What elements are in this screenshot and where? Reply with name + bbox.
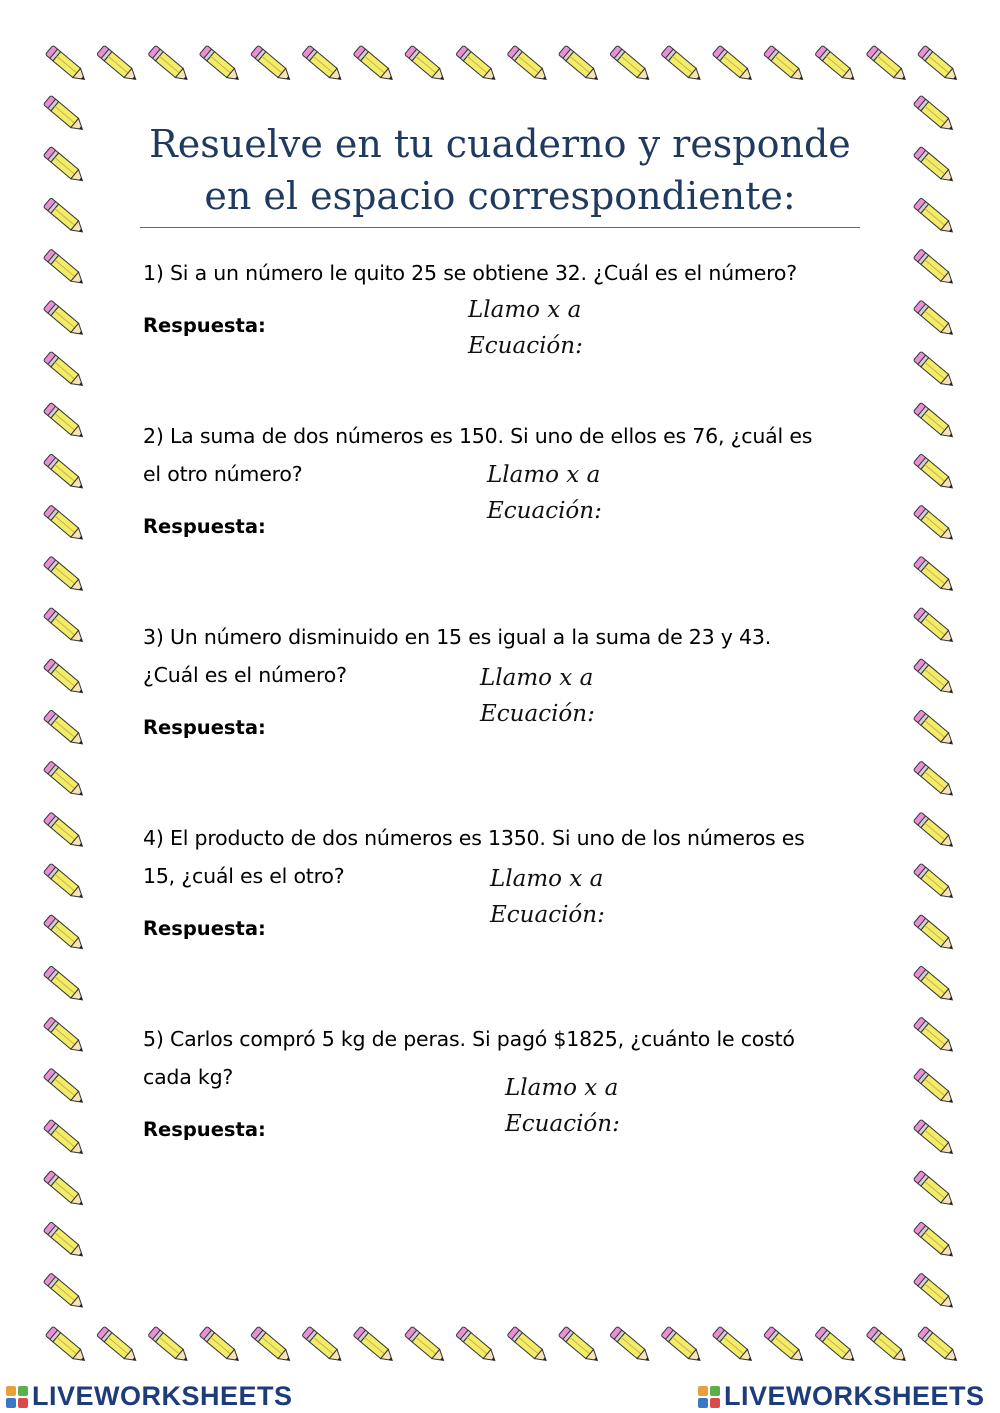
question-1-line-1: 1) Si a un número le quito 25 se obtiene 32. ¿Cuál es el número? [143, 261, 797, 285]
question-2-handwritten-note [487, 457, 602, 529]
question-5-note-line-2: Ecuación: [505, 1111, 620, 1137]
question-2-answer-input[interactable] [275, 513, 449, 545]
question-3-note-line-2: Ecuación: [480, 701, 595, 727]
pencil-icon [913, 1273, 956, 1312]
question-4-note-line-2: Ecuación: [490, 902, 605, 928]
question-3-line-1: 3) Un número disminuido en 15 es igual a la suma de 23 y 43. [143, 625, 772, 649]
pencil-icon [661, 45, 704, 84]
question-3-handwritten-note [480, 660, 595, 732]
question-5-line-2: cada kg? [143, 1065, 234, 1089]
question-5 [143, 1020, 863, 1096]
pencil-icon [404, 45, 447, 84]
pencil-icon [913, 1119, 956, 1158]
question-3-line-2: ¿Cuál es el número? [143, 663, 347, 687]
pencil-icon [913, 505, 956, 544]
question-2-note-line-1: Llamo x a [487, 462, 601, 488]
pencil-icon [913, 249, 956, 288]
question-5-note-line-1: Llamo x a [505, 1075, 619, 1101]
question-2-answer-label: Respuesta: [143, 515, 266, 538]
title-line-2: en el espacio correspondiente: [204, 174, 796, 218]
pencil-icon [913, 146, 956, 185]
pencil-icon [43, 1222, 86, 1261]
question-5-answer-input[interactable] [275, 1116, 449, 1148]
question-4-answer-label: Respuesta: [143, 917, 266, 940]
pencil-icon [913, 710, 956, 749]
pencil-icon [815, 45, 858, 84]
footer-brand-right[interactable] [698, 1381, 985, 1412]
pencil-icon [913, 402, 956, 441]
pencil-icon [661, 1326, 704, 1365]
title-divider [140, 227, 860, 228]
pencil-icon [199, 1326, 242, 1365]
question-1 [143, 254, 863, 292]
pencil-icon [43, 198, 86, 237]
pencil-icon [43, 658, 86, 697]
pencil-icon [913, 1170, 956, 1209]
pencil-icon [97, 45, 140, 84]
pencil-icon [353, 45, 396, 84]
pencil-icon [43, 710, 86, 749]
pencil-icon [913, 607, 956, 646]
pencil-icon [43, 1170, 86, 1209]
pencil-icon [610, 45, 653, 84]
pencil-icon [43, 351, 86, 390]
pencil-icon [43, 761, 86, 800]
pencil-icon [913, 1222, 956, 1261]
pencil-icon [45, 45, 88, 84]
pencil-icon [43, 300, 86, 339]
question-1-note-line-2: Ecuación: [468, 333, 583, 359]
pencil-icon [866, 45, 909, 84]
pencil-icon [302, 1326, 345, 1365]
pencil-icon [456, 1326, 499, 1365]
pencil-icon [712, 45, 755, 84]
pencil-icon [763, 1326, 806, 1365]
question-5-handwritten-note [505, 1070, 620, 1142]
question-5-answer-label: Respuesta: [143, 1118, 266, 1141]
question-4-line-2: 15, ¿cuál es el otro? [143, 864, 345, 888]
pencil-icon [815, 1326, 858, 1365]
footer-brand-right-text: LIVEWORKSHEETS [724, 1381, 985, 1411]
pencil-icon [913, 95, 956, 134]
pencil-icon [250, 1326, 293, 1365]
pencil-icon [43, 863, 86, 902]
pencil-icon [43, 249, 86, 288]
question-3-answer-label: Respuesta: [143, 716, 266, 739]
question-2-note-line-2: Ecuación: [487, 498, 602, 524]
question-4-line-1: 4) El producto de dos números es 1350. Si uno de los números es [143, 826, 805, 850]
pencil-icon [43, 914, 86, 953]
pencil-icon [45, 1326, 88, 1365]
pencil-icon [558, 1326, 601, 1365]
pencil-icon [913, 454, 956, 493]
pencil-icon [913, 198, 956, 237]
title-line-1: Resuelve en tu cuaderno y responde [149, 122, 851, 166]
pencil-icon [913, 761, 956, 800]
pencil-icon [763, 45, 806, 84]
question-1-handwritten-note [468, 292, 583, 364]
pencil-icon [507, 1326, 550, 1365]
pencil-icon [250, 45, 293, 84]
pencil-icon [712, 1326, 755, 1365]
pencil-icon [917, 45, 960, 84]
question-1-note-line-1: Llamo x a [468, 297, 582, 323]
question-4-note-line-1: Llamo x a [490, 866, 604, 892]
pencil-icon [43, 966, 86, 1005]
question-1-answer-input[interactable] [275, 312, 449, 344]
pencil-icon [43, 402, 86, 441]
worksheet-title [140, 118, 860, 222]
pencil-icon [404, 1326, 447, 1365]
pencil-icon [456, 45, 499, 84]
pencil-icon [913, 812, 956, 851]
pencil-icon [610, 1326, 653, 1365]
question-1-answer-label: Respuesta: [143, 314, 266, 337]
pencil-icon [913, 351, 956, 390]
footer-brand-left[interactable] [6, 1381, 293, 1412]
pencil-icon [913, 863, 956, 902]
pencil-icon [913, 1017, 956, 1056]
pencil-icon [43, 1119, 86, 1158]
pencil-icon [148, 45, 191, 84]
footer-brand-left-text: LIVEWORKSHEETS [32, 1381, 293, 1411]
pencil-icon [507, 45, 550, 84]
pencil-icon [97, 1326, 140, 1365]
pencil-icon [43, 454, 86, 493]
pencil-icon [913, 1068, 956, 1107]
pencil-icon [913, 658, 956, 697]
pencil-icon [43, 556, 86, 595]
pencil-icon [43, 1068, 86, 1107]
pencil-icon [43, 146, 86, 185]
pencil-icon [43, 95, 86, 134]
question-2-line-1: 2) La suma de dos números es 150. Si uno de ellos es 76, ¿cuál es [143, 424, 813, 448]
pencil-icon [917, 1326, 960, 1365]
question-3-answer-input[interactable] [275, 714, 449, 746]
pencil-icon [913, 914, 956, 953]
pencil-icon [43, 1017, 86, 1056]
pencil-icon [43, 607, 86, 646]
pencil-icon [199, 45, 242, 84]
question-5-line-1: 5) Carlos compró 5 kg de peras. Si pagó $1825, ¿cuánto le costó [143, 1027, 795, 1051]
pencil-icon [353, 1326, 396, 1365]
pencil-icon [302, 45, 345, 84]
pencil-icon [913, 556, 956, 595]
question-4-handwritten-note [490, 861, 605, 933]
pencil-icon [43, 505, 86, 544]
question-4-answer-input[interactable] [275, 915, 449, 947]
pencil-icon [913, 300, 956, 339]
question-3-note-line-1: Llamo x a [480, 665, 594, 691]
question-2-line-2: el otro número? [143, 462, 303, 486]
liveworksheets-logo-icon [698, 1386, 720, 1408]
pencil-icon [866, 1326, 909, 1365]
liveworksheets-logo-icon [6, 1386, 28, 1408]
pencil-icon [43, 1273, 86, 1312]
pencil-icon [913, 966, 956, 1005]
pencil-icon [558, 45, 601, 84]
pencil-icon [148, 1326, 191, 1365]
pencil-icon [43, 812, 86, 851]
